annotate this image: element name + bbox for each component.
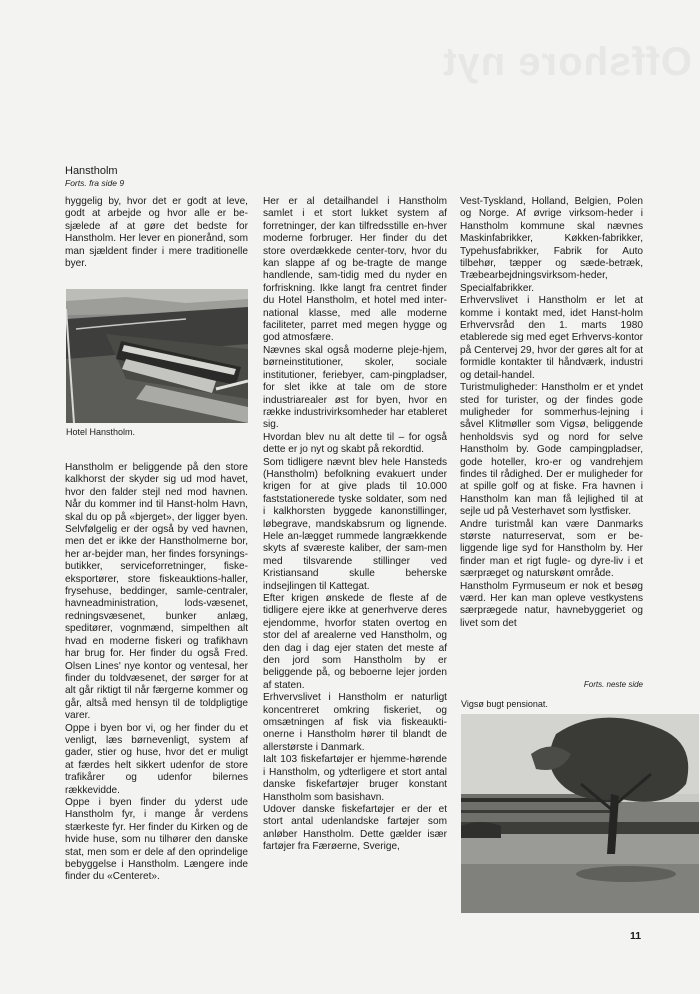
continued-from-note: Forts. fra side 9 [65,178,125,188]
column1-body: Hanstholm er beliggende på den store kalkhorst der skyder sig ud mod havet, hvor den falder stejl ned mod havnen. Når du kommer ind til Hanst-holm Havn, skal du op på «bjerget», der ligger byen. Selvfølgelig er der også by ved havnen, men det er ikke der Hanstholmerne bor, her ar-bejder man, her findes forsynings-butikker, serviceforretninger, fiske-eksportører, store fiskeauktions-haller, frysehuse, beddinger, samle-centraler, havneadministration, lods-væsenet, redningsvæsenet, bunker anlæg, speditører, vognmænd, simpelthen alt hvad en moderne fiskeri og trafikhavn har brug for. Her finder du også Fred. Olsen Lines' nye kontor og ventesal, her finder du toldvæsenet, der sørger for at alt går riktigt til når færgerne kommer og går, altså med hensyn til de toldpligtige varer. Oppe i byen bor vi, og her finder du et venligt, læs børnevenligt, system af gader, stier og huse, hvor det er muligt at færdes helt sikkert udenfor de store trafikårer og udenfor bilernes rækkevidde. Oppe i byen finder du yderst ude Hanstholm fyr, i mange år verdens stærkeste fyr. Her finder du Kirken og de hvide huse, som nu tilhører den danske stat, men som er dele af den oprindelige bebyggelse i Hanstholm. Længere inde finder du «Centeret». [65,462,248,883]
column1-intro: hyggelig by, hvor det er godt at leve, godt at arbejde og hvor alle er be-sjælede af at gøre det bedste for Hanstholm. Her lever en pionerånd, som man sjældent finder i mere traditionelle byer. [65,196,248,270]
pensionat-photo-caption: Vigsø bugt pensionat. [461,699,548,709]
page-number: 11 [630,930,642,942]
continued-to-note: Forts. neste side [583,680,643,689]
vigso-pensionat-photo [461,714,699,913]
hotel-photo-caption: Hotel Hanstholm. [66,427,136,437]
column2-body: Her er al detailhandel i Hanstholm samlet i et stort lukket system af forretninger, der kan tilfredsstille en-hver moderne forbruger. Her finder du det store overdækkede center-torv, hvor du kan slappe af og be-tragte de mange handlende, sam-tidig med du nyder en forfriskning. Ikke langt fra centret finder du Hotel Hanstholm, et hotel med inter-national klasse, med alle moderne faciliteter, parret med megen hygge og god atmosfære. Nævnes skal også moderne pleje-hjem, børneinstitutioner, skoler, sociale institutioner, feriebyer, cam-pingpladser, for slet ikke at tale om de store industriarealer øst for byen, hvor en række industrivirksomheder har etableret sig. Hvordan blev nu alt dette til – for også dette er jo nyt og skabt på rekordtid. Som tidligere nævnt blev hele Hansteds (Hanstholm) befolkning evakuert under krigen for at give plads til 10.000 faststationerede tyske soldater, som ned i kalkhorsten byggede kanonstillinger, løbegrave, mandskabsrum og lignende. Hele an-lægget rummede langrækkende skyts af sværeste kaliber, der sam-men med tilsvarende stillinger ved Kristiansand skulle beherske indsejlingen til Kattegat. Efter krigen ønskede de fleste af de tidligere ejere ikke at generhverve deres ejendomme, hvorfor staten overtog en stor del af arealerne ved Hanstholm, og den dag i dag ejer staten det meste af den jord som Hanstholm by er beliggende på, og beboerne lejer jorden af staten. Erhvervslivet i Hanstholm er naturligt koncentreret omkring fiskeriet, og omsætningen af fisk via fiskeaukti-onerne i Hanstholm hører til blandt de allerstørste i Danmark. Ialt 103 fiskefartøjer er hjemme-hørende i Hanstholm, og ydterligere et stort antal danske fiskefartøjer bruger konstant Hanstholm som basishavn. Udover danske fiskefartøjer er der et stort antal udenlandske fartøjer som anløber Hanstholm. Dette gælder især fartøjer fra Færøerne, Sverige, [263,196,447,853]
bleed-through-text: Offshore nyt [442,40,692,84]
section-title: Hanstholm [65,165,118,177]
column3-body: Vest-Tyskland, Holland, Belgien, Polen og Norge. Af øvrige virksom-heder i Hanstholm kommune skal nævnes Maskinfabrikker, Køkken-fabrikker, Typehusfabrikker, Fabrik for Auto tilbehør, tæpper og sæde-betræk, Træbearbejdningsvirksom-heder, Specialfabrikker. Erhvervslivet i Hanstholm er let at komme i kontakt med, idet Hanst-holm Erhvervsråd den 1. marts 1980 etablerede sig med eget Erhvervs-kontor på Centervej 29, hvor der gøres alt for at formidle kontakter til håndværk, industri og detail-handel. Turistmuligheder: Hanstholm er et yndet sted for turister, og der findes gode muligheder for sommerhus-lejning i såvel Klitmøller som Vigsø, beliggende henholdsvis syd og nord for selve Hanstholm by. Gode campingpladser, gode hoteller, kro-er og vandrehjem findes til rådighed. Der er muligheder for at spille golf og at fiske. Fra havnen i Hanstholm kan man få lejlighed til at sejle ud på Vesterhavet som lystfisker. Andre turistmål kan være Danmarks største naturreservat, som er be-liggende lige syd for Hanstholm by. Her finder man et rigt fugle- og dyre-liv i et særpræget og naturskønt område. Hanstholm Fyrmuseum er nok et besøg værd. Her kan man opleve vestkystens særprægede natur, havnebyggeriet og livet som det [460,196,643,629]
hotel-hanstholm-photo [66,289,248,423]
